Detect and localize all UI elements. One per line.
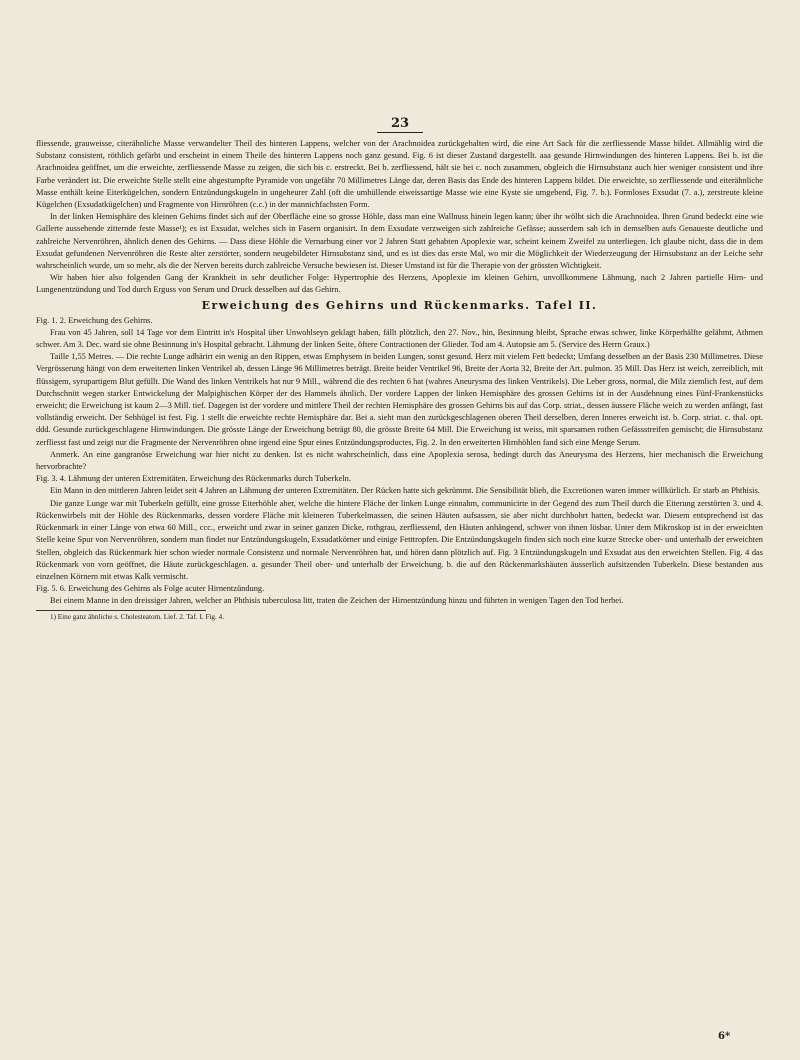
paragraph-intro: fliessende, grauweisse, citerähnliche Masse verwandelter Theil des hinteren Lappens, welcher von der Arachnoidea zurückgehalten wird, die eine Art Sack für die zerfliessende Masse bildet. Allmählig wird die Substanz consistent, röthlich gefärbt und erscheint in einem Theile des hinteren Lappens noch ganz gesund. Fig. 6 ist dieser Zustand dargestellt. aaa gesunde Hirnwindungen des hinteren Lappens. Bei b. ist die Arachnoidea geöffnet, um die erweichte, zerfliessende Masse zu zeigen, die sich bis c. erstreckt. Bei b. zerfliessend, hält sie bei c. noch zusammen, obgleich die Hirnsubstanz auch hier weniger consistent und ihre Farbe verändert ist. Die erweichte Stelle stellt eine abgestumpfte Pyramide von ungefähr 70 Millimetres Länge dar, deren Basis das Ende des hinteren Lappens bildet. Die erweichte, so zerfliessende und eiterähnliche Masse enthält keine Eiterkügelchen, sondern Entzündungskugeln in ungeheurer Zahl (oft die umhüllende eiweissartige Masse wie eine Kyste sie umgebend, Fig. 7. b.). Formloses Exsudat (7. a.), zerstreute kleine Kügelchen (Exsudatkügelchen) und Fragmente von Hirnröhren (c.c.) in der mannichfachsten Form. [36, 139, 763, 210]
paragraph-hemisphere: In der linken Hemisphäre des kleinen Gehirns findet sich auf der Oberfläche eine so grosse Höhle, dass man eine Wallnuss hinein legen kann; über ihr wölbt sich die Arachnoidea. Ihren Grund bedeckt eine wie Gallerte aussehende zitternde feste Masse¹); es ist Exsudat, welches sich in Fasern organisirt. In dem Exsudate verzweigen sich zahlreiche Gefässe; ausserdem sah ich in demselben aufs Genaueste deutliche und zahlreiche Nervenröhren, ähnlich denen des Gehirns. — Dass diese Höhle die Vernarbung einer vor 2 Jahren Statt gehabten Apoplexie war, scheint keinem Zweifel zu unterliegen. Ich glaube nicht, dass die in dem Exsudat gefundenen Nervenröhren die Reste alter zerstörter, sondern neugebildeter Hirnsubstanz sind, und es ist dies das erste Mal, wo mir die Möglichkeit der Wiederzeugung der Hirnsubstanz an der Leiche sehr wahrscheinlich wurde, um so mehr, als die der Nerven bereits durch zahlreiche Versuche bewiesen ist. Dieser Umstand ist für die Therapie von der grössten Wichtigkeit. [36, 212, 763, 271]
section-heading: Erweichung des Gehirns und Rückenmarks. Tafel II. [201, 298, 598, 312]
sheet-signature: 6* [718, 1031, 731, 1042]
paragraph-case-2: Ein Mann in den mittleren Jahren leidet seit 4 Jahren an Lähmung der unteren Extremitäten. Der Rücken hatte sich gekrümmt. Die Sensibilität blieb, die Excretionen waren immer willkürlich. Er starb an Phthisis. [50, 486, 760, 496]
body-text [36, 138, 763, 622]
paragraph-case-3: Bei einem Manne in den dreissiger Jahren, welcher an Phthisis tuberculosa litt, traten die Zeichen der Hirnentzündung hinzu und führten in wenigen Tagen den Tod herbei. [50, 596, 624, 606]
footnote: 1) Eine ganz ähnliche s. Cholesteatom. Lief. 2. Taf. I. Fig. 4. [50, 612, 225, 621]
footnote-divider [36, 610, 206, 611]
paragraph-autopsy-2: Die ganze Lunge war mit Tuberkeln gefüllt, eine grosse Eiterhöhle aber, welche die hintere Fläche der linken Lunge einnahm, communicirte in der Gegend des zum Theil durch die Eiterung zerstörten 3. und 4. Rückenwirbels mit der Höhle des Rückenmarks, dessen vordere Fläche mit kleineren Tuberkelmassen, die seinen Häuten aufsassen, sie aber nicht durchbohrt hatten, bedeckt war. Diesem entsprechend ist das Rückenmark in einer Länge von etwa 60 Mill., ccc., erweicht und zwar in seiner ganzen Dicke, rothgrau, zerfliessend, den Häuten anhängend, schwer von ihnen lösbar. Unter dem Mikroskop ist in der erweichten Stelle keine Spur von Nervenröhren, sondern man findet nur Entzündungskugeln, Exsudatkörner und einige Fetttropfen. Die Entzündungskugeln finden sich noch eine kurze Strecke ober- und unterhalb der erweichten Stellen, obgleich das Rückenmark hier schon wieder normale Consistenz und normale Nervenröhren hat, und hören dann plötzlich auf. Fig. 3 Entzündungskugeln und Exsudat aus den erweichten Stellen. Fig. 4 das Rückenmark von vorn geöffnet, die Häute zurückgeschlagen. a. gesunder Theil ober- und unterhalb der Erweichung. b. die auf den Rückenmarkshäuten äusserlich aufsitzenden Tuberkeln. Diese bestanden aus einzelnen Körnern mit etwas Kalk vermischt. [36, 498, 763, 581]
figure-caption-5-6: Fig. 5. 6. Erweichung des Gehirns als Folge acuter Hirnentzündung. [36, 584, 265, 594]
paragraph-autopsy-1: Taille 1,55 Metres. — Die rechte Lunge adhärirt ein wenig an den Rippen, etwas Emphysem in beiden Lungen, sonst gesund. Herz mit vielem Fett bedeckt; Umfang desselben an der Basis 230 Millimetres. Diese Vergrösserung hängt von dem erweiterten linken Ventrikel ab, dessen Länge 96 Millimetres beträgt. Breite beider Ventrikel 96, Breite der Aorta 32, Breite der Art. pulmon. 35 Mill. Das Herz ist weich, zerreiblich, mit flüssigem, syrupartigem Blut gefüllt. Die Wand des linken Ventrikels hat nur 9 Mill., während die des rechten 6 hat (wahres Aneurysma des linken Ventrikels). Die Leber gross, normal, die Milz ziemlich fest, auf dem Durchschnitt wegen starker Entwickelung der Malpighischen Körper der des Hammels ähnlich. Der vordere Lappen der linken Hemisphäre des grossen Gehirns ist in der Ausdehnung eines Fünf-Frankenstücks erweicht; die Erweichung ist kaum 2—3 Mill. tief. Dagegen ist der vordere und mittlere Theil der rechten Hemisphäre des grossen Gehirns bis auf das Corp. striat., dessen äussere Fläche weich zu werden anfängt, fast vollständig erweicht. Der Sehhügel ist fest. Fig. 1 stellt die erweichte rechte Hemisphäre dar. Bei a. sieht man den zurückgeschlagenen oberen Theil derselben, deren Inneres erweicht ist. b. Corp. striat. c. thal. opt. ddd. Gesunde zurückgeschlagene Hirnwindungen. Die grösste Länge der Erweichung beträgt 80, die grösste Breite 64 Mill. Die Erweichung ist weiss, mit sparsamen rothen Gefässstreifen gemischt; die Hirnsubstanz zerfliesst fast und zeigt nur die Fragmente der Nervenröhren ohne irgend eine Spur eines Entzündungsproductes, Fig. 2. In den erweiterten Hirnhöhlen fand sich eine Menge Serum. [36, 352, 763, 447]
paragraph-case-1: Frau von 45 Jahren, soll 14 Tage vor dem Eintritt in's Hospital über Unwohlseyn geklagt haben, fällt plötzlich, den 27. Nov., hin, Besinnung bleibt, Sprache etwas schwer, linke Körperhälfte gelähmt, Athmen schwer. Am 3. Dec. ward sie ohne Besinnung in's Hospital gebracht. Lähmung der linken Seite, öftere Contractionen der Glieder. Tod am 4. Autopsie am 5. (Service des Herrn Graux.) [36, 327, 763, 350]
figure-caption-1-2: Fig. 1. 2. Erweichung des Gehirns. [36, 315, 153, 325]
paragraph-note: Anmerk. An eine gangranöse Erweichung war hier nicht zu denken. Ist es nicht wahrscheinlich, dass eine Apoplexia serosa, bedingt durch das Aneurysma des Herzens, hier mechanisch die Erweichung hervorbrachte? [36, 449, 763, 472]
figure-caption-3-4: Fig. 3. 4. Lähmung der unteren Extremitäten. Erweichung des Rückenmarks durch Tuberkeln. [36, 474, 351, 484]
page-number: 23 [0, 116, 800, 133]
paragraph-course: Wir haben hier also folgenden Gang der Krankheit in sehr deutlicher Folge: Hypertrophie des Herzens, Apoplexie im kleinen Gehirn, unvollkommene Lähmung, nach 2 Jahren partielle Hirn- und Lungenentzündung und Tod durch Erguss von Serum und Druck desselben auf das Gehirn. [36, 273, 763, 295]
